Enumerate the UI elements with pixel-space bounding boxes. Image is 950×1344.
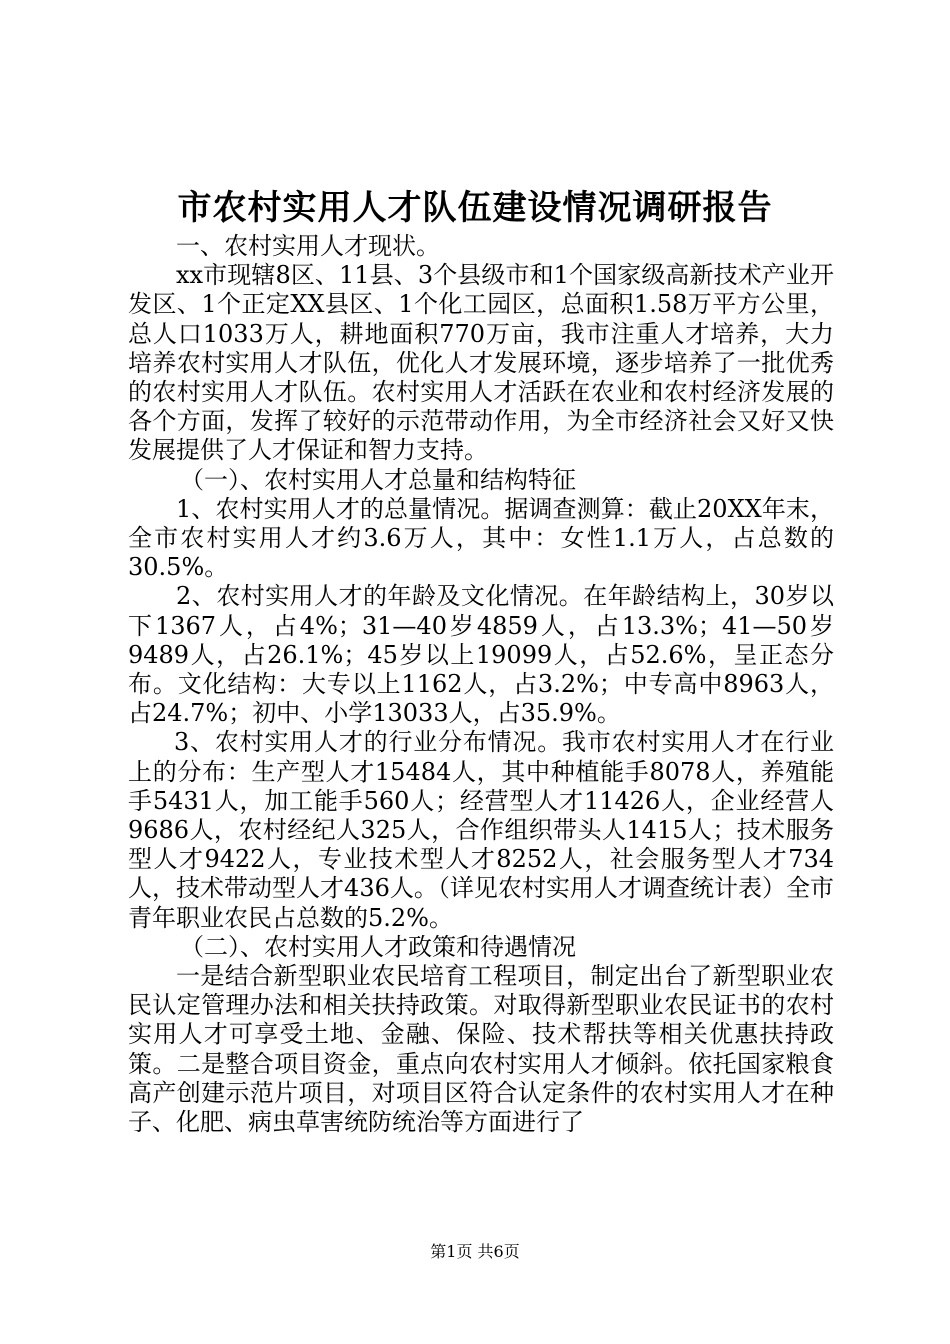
- paragraph-age-education: 2、农村实用人才的年龄及文化情况。在年龄结构上，30岁以下1367人，占4%；31—40岁4859人，占13.3%；41—50岁9489人，占26.1%；45岁以上19099人，占52.6%，呈正态分布。文化结构：大专以上1162人，占3.2%；中专高中8963人，占24.7%；初中、小学13033人，占35.9%。: [128, 582, 834, 728]
- section-heading-1: 一、农村实用人才现状。: [176, 232, 440, 260]
- document-title: 市农村实用人才队伍建设情况调研报告: [177, 188, 773, 228]
- paragraph-industry-distribution: 3、农村实用人才的行业分布情况。我市农村实用人才在行业上的分布：生产型人才15484人，其中种植能手8078人，养殖能手5431人，加工能手560人；经营型人才11426人，企业经营人9686人，农村经纪人325人，合作组织带头人1415人；技术服务型人才9422人，专业技术型人才8252人，社会服务型人才734人，技术带动型人才436人。（详见农村实用人才调查统计表）全市青年职业农民占总数的5.2%。: [128, 728, 834, 932]
- subsection-heading-2: （二）、农村实用人才政策和待遇情况: [180, 932, 576, 961]
- document-body: [128, 232, 834, 1137]
- paragraph-overview: xx市现辖8区、11县、3个县级市和1个国家级高新技术产业开发区、1个正定XX县区、1个化工园区，总面积1.58万平方公里，总人口1033万人，耕地面积770万亩，我市注重人才培养，大力培养农村实用人才队伍，优化人才发展环境，逐步培养了一批优秀的农村实用人才队伍。农村实用人才活跃在农业和农村经济发展的各个方面，发挥了较好的示范带动作用，为全市经济社会又好又快发展提供了人才保证和智力支持。: [128, 261, 834, 465]
- paragraph-total-count: 1、农村实用人才的总量情况。据调查测算：截止20XX年末，全市农村实用人才约3.6万人，其中：女性1.1万人，占总数的30.5%。: [128, 494, 834, 582]
- page-number-footer: 第1页 共6页: [430, 1242, 520, 1261]
- subsection-heading-1: （一）、农村实用人才总量和结构特征: [180, 465, 576, 494]
- paragraph-policy: 一是结合新型职业农民培育工程项目，制定出台了新型职业农民认定管理办法和相关扶持政策。对取得新型职业农民证书的农村实用人才可享受土地、金融、保险、技术帮扶等相关优惠扶持政策。二是整合项目资金，重点向农村实用人才倾斜。依托国家粮食高产创建示范片项目，对项目区符合认定条件的农村实用人才在种子、化肥、病虫草害统防统治等方面进行了: [128, 962, 834, 1137]
